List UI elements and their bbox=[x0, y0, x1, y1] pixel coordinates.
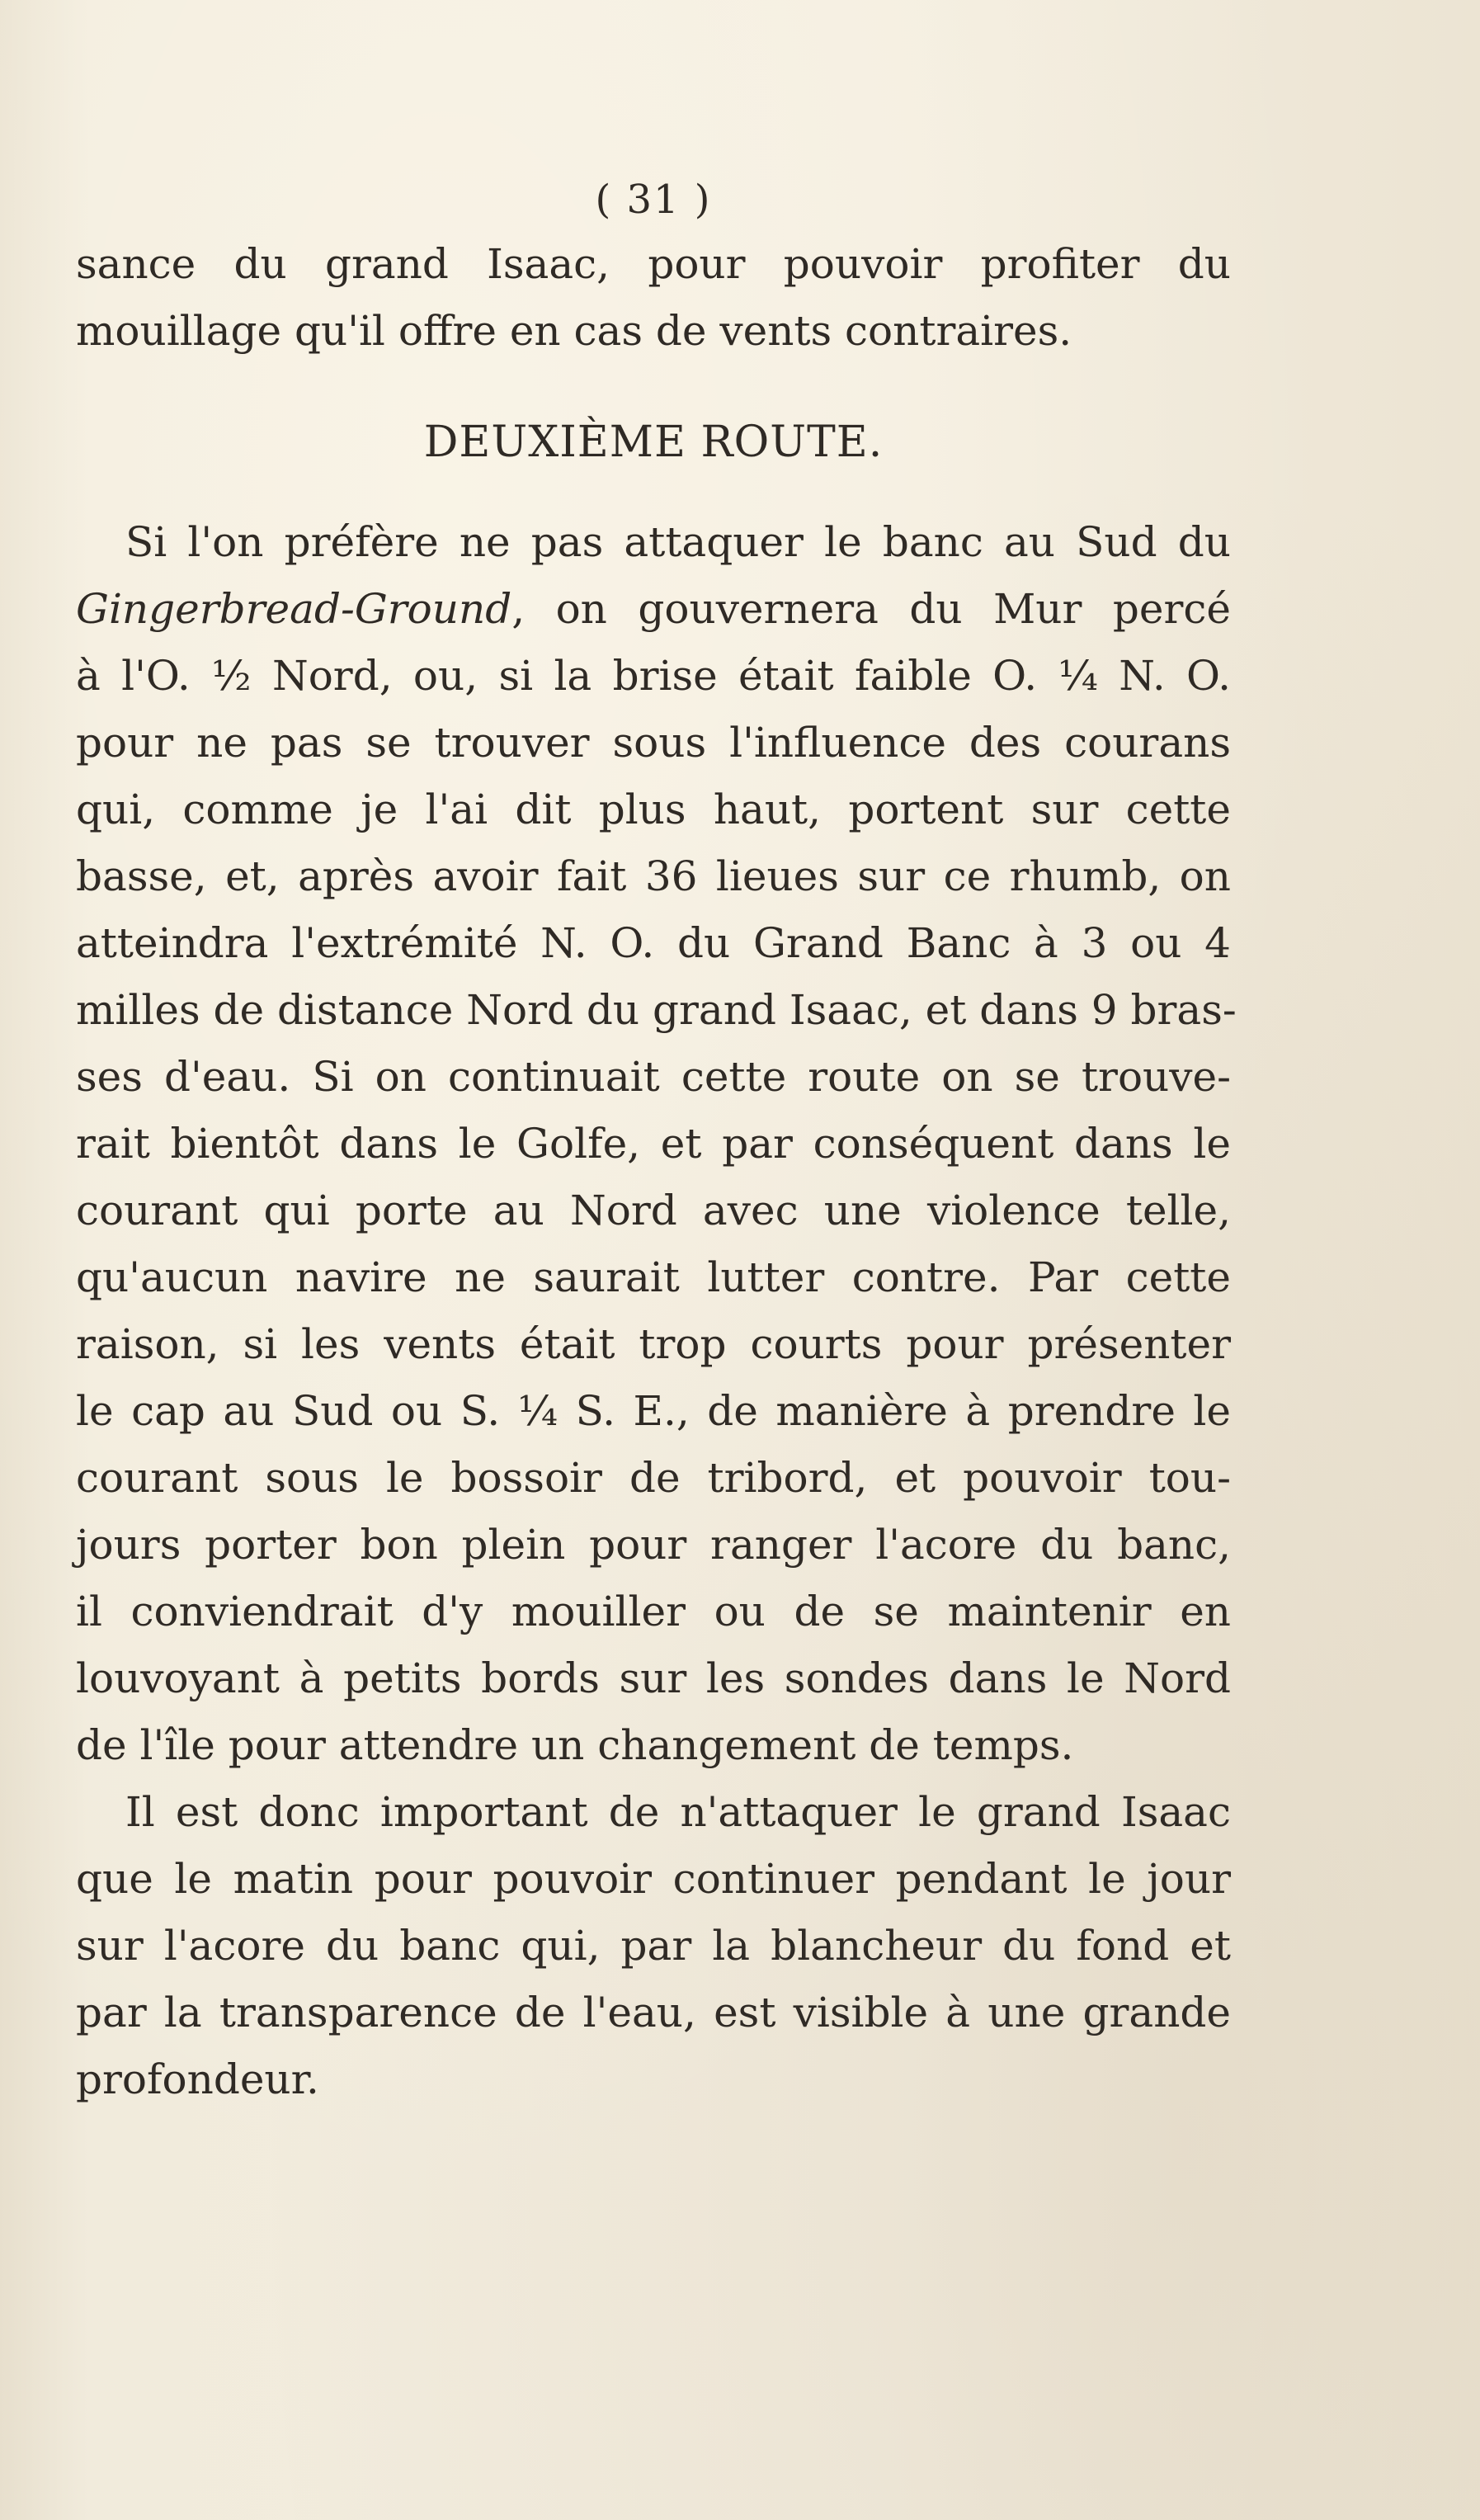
text-line: louvoyant à petits bords sur les sondes dans le Nord bbox=[76, 1654, 1231, 1702]
text-line: sur l'acore du banc qui, par la blancheur du fond et bbox=[76, 1922, 1231, 1970]
text-line: qui, comme je l'ai dit plus haut, portent sur cette bbox=[76, 786, 1231, 833]
text-line: profondeur. bbox=[76, 2055, 319, 2103]
text-line: basse, et, après avoir fait 36 lieues sur ce rhumb, on bbox=[76, 852, 1231, 900]
page-text bbox=[76, 175, 1237, 2113]
paragraph-1 bbox=[76, 509, 1237, 1779]
text-line: milles de distance Nord du grand Isaac, et dans 9 bras- bbox=[76, 986, 1237, 1034]
text-line: ses d'eau. Si on continuait cette route on se trouve- bbox=[76, 1053, 1231, 1101]
text-line: sance du grand Isaac, pour pouvoir profiter du bbox=[76, 240, 1231, 288]
place-name-italic: Gingerbread-Ground bbox=[76, 585, 512, 633]
section-heading: DEUXIÈME ROUTE. bbox=[423, 418, 884, 467]
text-line: par la transparence de l'eau, est visible à une grande bbox=[76, 1989, 1231, 2036]
intro-paragraph bbox=[76, 231, 1231, 365]
page-number: ( 31 ) bbox=[595, 177, 712, 223]
paragraph-2 bbox=[76, 1779, 1231, 2113]
text-line: courant qui porte au Nord avec une violence telle, bbox=[76, 1187, 1231, 1234]
text-line: mouillage qu'il offre en cas de vents contraires. bbox=[76, 307, 1072, 355]
text-line: que le matin pour pouvoir continuer pendant le jour bbox=[76, 1855, 1231, 1903]
text-line: Il est donc important de n'attaquer le grand Isaac bbox=[125, 1788, 1231, 1836]
text-line: Si l'on préfère ne pas attaquer le banc au Sud du bbox=[125, 518, 1231, 566]
text-line: le cap au Sud ou S. ¼ S. E., de manière à prendre le bbox=[76, 1387, 1231, 1435]
text-line: qu'aucun navire ne saurait lutter contre. Par cette bbox=[76, 1253, 1231, 1301]
text-line: courant sous le bossoir de tribord, et pouvoir tou- bbox=[76, 1454, 1231, 1502]
text-line: de l'île pour attendre un changement de temps. bbox=[76, 1721, 1074, 1769]
text-line: pour ne pas se trouver sous l'influence des courans bbox=[76, 719, 1231, 767]
text-line: raison, si les vents était trop courts pour présenter bbox=[76, 1320, 1231, 1368]
text-line: à l'O. ½ Nord, ou, si la brise était faible O. ¼ N. O. bbox=[76, 652, 1231, 700]
text-line: rait bientôt dans le Golfe, et par conséquent dans le bbox=[76, 1120, 1231, 1168]
text-line: jours porter bon plein pour ranger l'acore du banc, bbox=[76, 1521, 1231, 1569]
text-line: atteindra l'extrémité N. O. du Grand Banc à 3 ou 4 bbox=[76, 919, 1231, 967]
text-line: Gingerbread-Ground, on gouvernera du Mur percé bbox=[76, 585, 1231, 633]
text-line: il conviendrait d'y mouiller ou de se maintenir en bbox=[76, 1588, 1231, 1635]
